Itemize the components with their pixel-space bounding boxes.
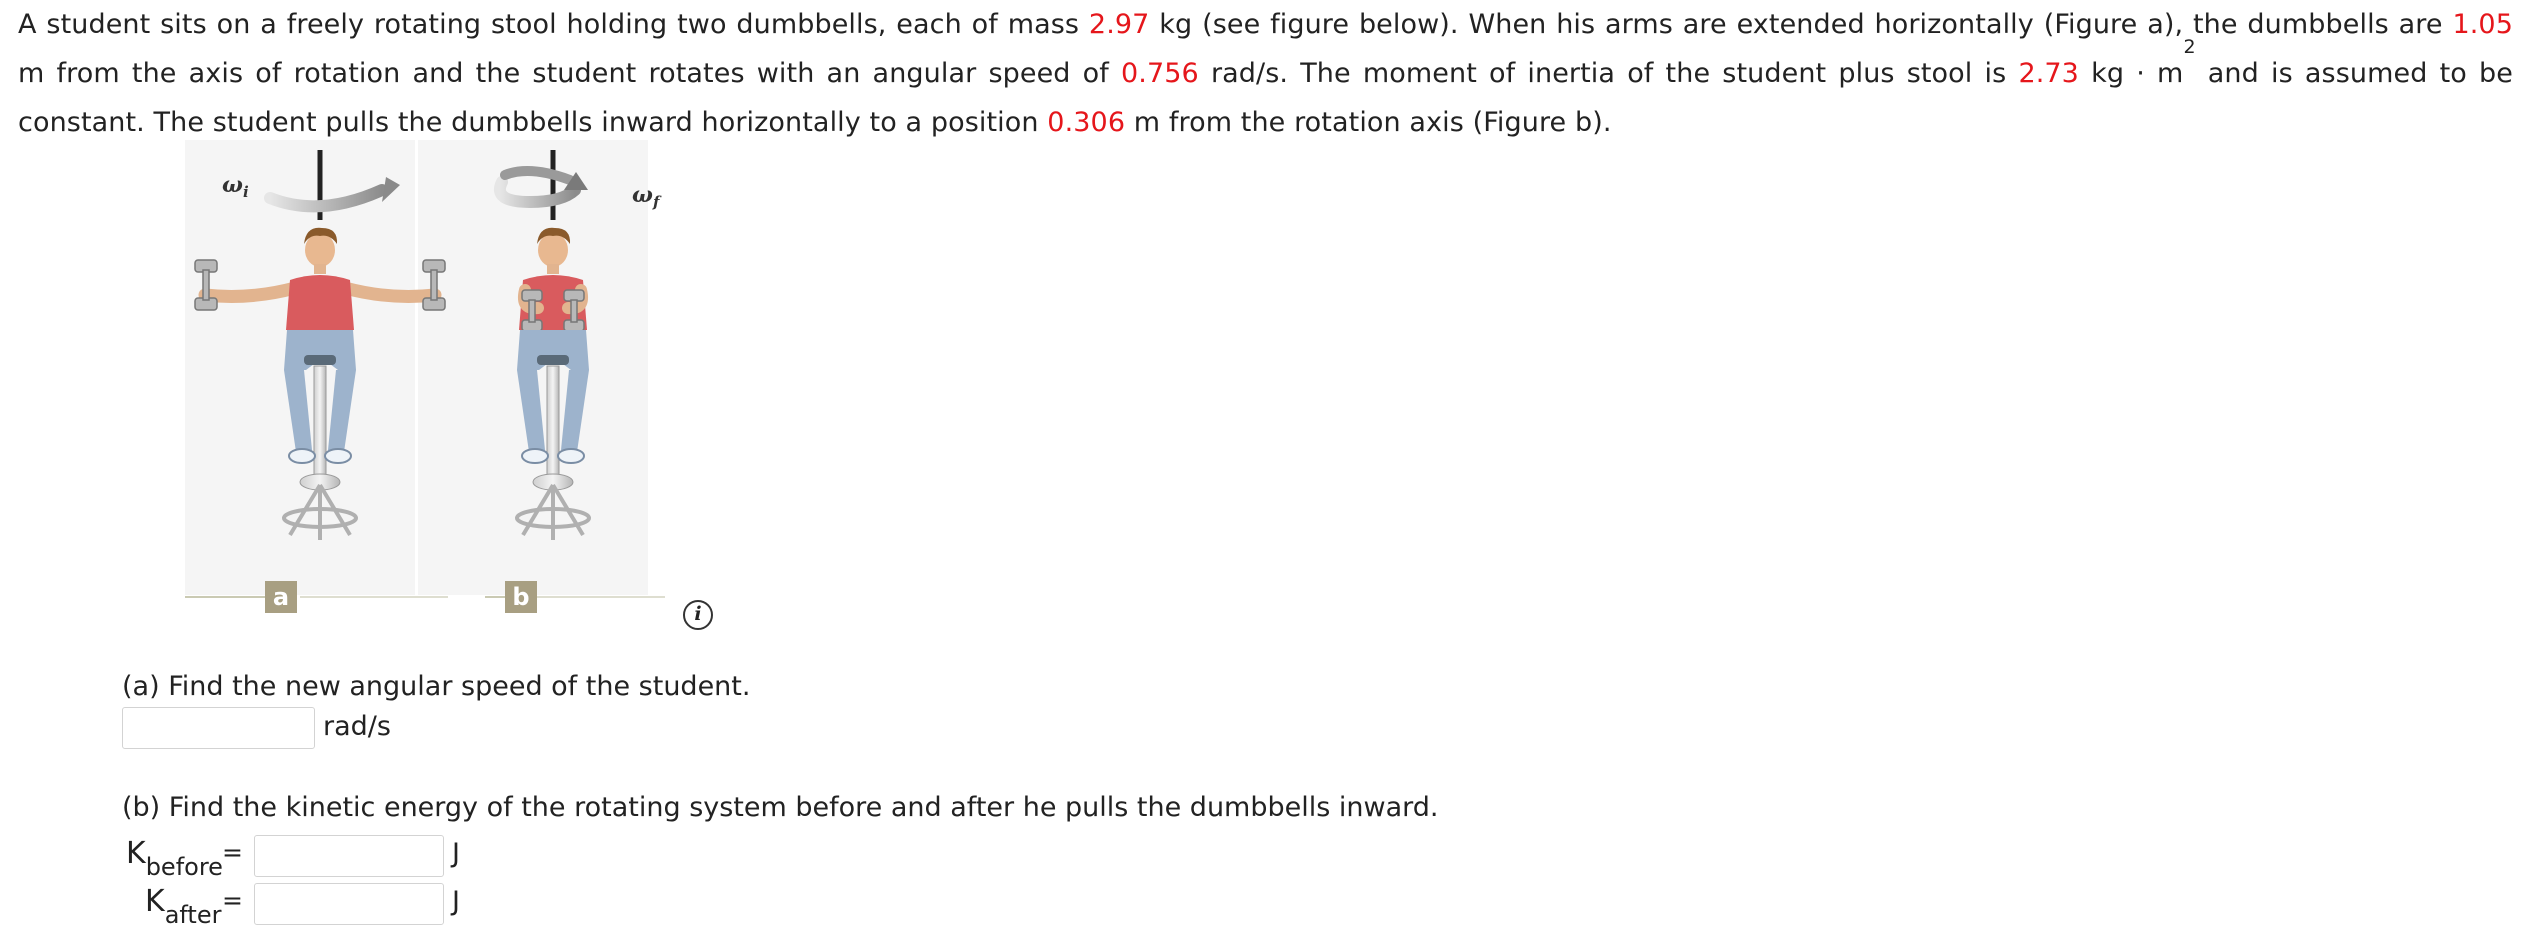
- problem-statement: A student sits on a freely rotating stool holding two dumbbells, each of mass 2.97 kg (see figure below). When his arms are extended horizontally (Figure a), the dumbbells are 1.05 m from the axis of rotation and the student rotates with an angular speed of 0.756 rad/s. The moment of inertia of the student plus stool is 2.73 kg · $m^2$ and is assumed to be constant. The student pulls the dumbbells inward horizontally to a position 0.306 m from the rotation axis (Figure b).: [18, 9, 2513, 138]
- k-before-answer-field[interactable]: [254, 835, 444, 877]
- equals-sign: =: [222, 886, 243, 915]
- question-b: (b) Find the kinetic energy of the rotating system before and after he pulls the dumbbells inward.: [122, 792, 1439, 823]
- angular-speed-value: 0.756: [1121, 58, 1199, 89]
- distance-inward-value: 0.306: [1047, 107, 1126, 138]
- equals-sign: =: [222, 838, 243, 867]
- unit-joule: J: [452, 838, 460, 869]
- k-before-label: $K_{before}$: [126, 836, 223, 881]
- distance-extended-value: 1.05: [2452, 9, 2513, 40]
- svg-text:a: a: [272, 583, 290, 611]
- svg-text:b: b: [512, 583, 530, 611]
- svg-text:ωf: $\omega_f$: [632, 182, 660, 211]
- unit-joule: J: [452, 886, 460, 917]
- k-after-answer-field[interactable]: [254, 883, 444, 925]
- mass-value: 2.97: [1088, 9, 1150, 40]
- angular-speed-answer-field[interactable]: [122, 707, 315, 749]
- unit-rad-per-s: rad/s: [323, 711, 391, 742]
- inertia-value: 2.73: [2018, 58, 2079, 89]
- info-icon[interactable]: i: [683, 600, 713, 630]
- question-a: (a) Find the new angular speed of the student.: [122, 671, 751, 702]
- svg-text:ωi: $\omega_i$: [222, 172, 249, 201]
- k-after-label: $K_{after}$: [145, 884, 222, 929]
- dumbbell-figure: [150, 130, 710, 630]
